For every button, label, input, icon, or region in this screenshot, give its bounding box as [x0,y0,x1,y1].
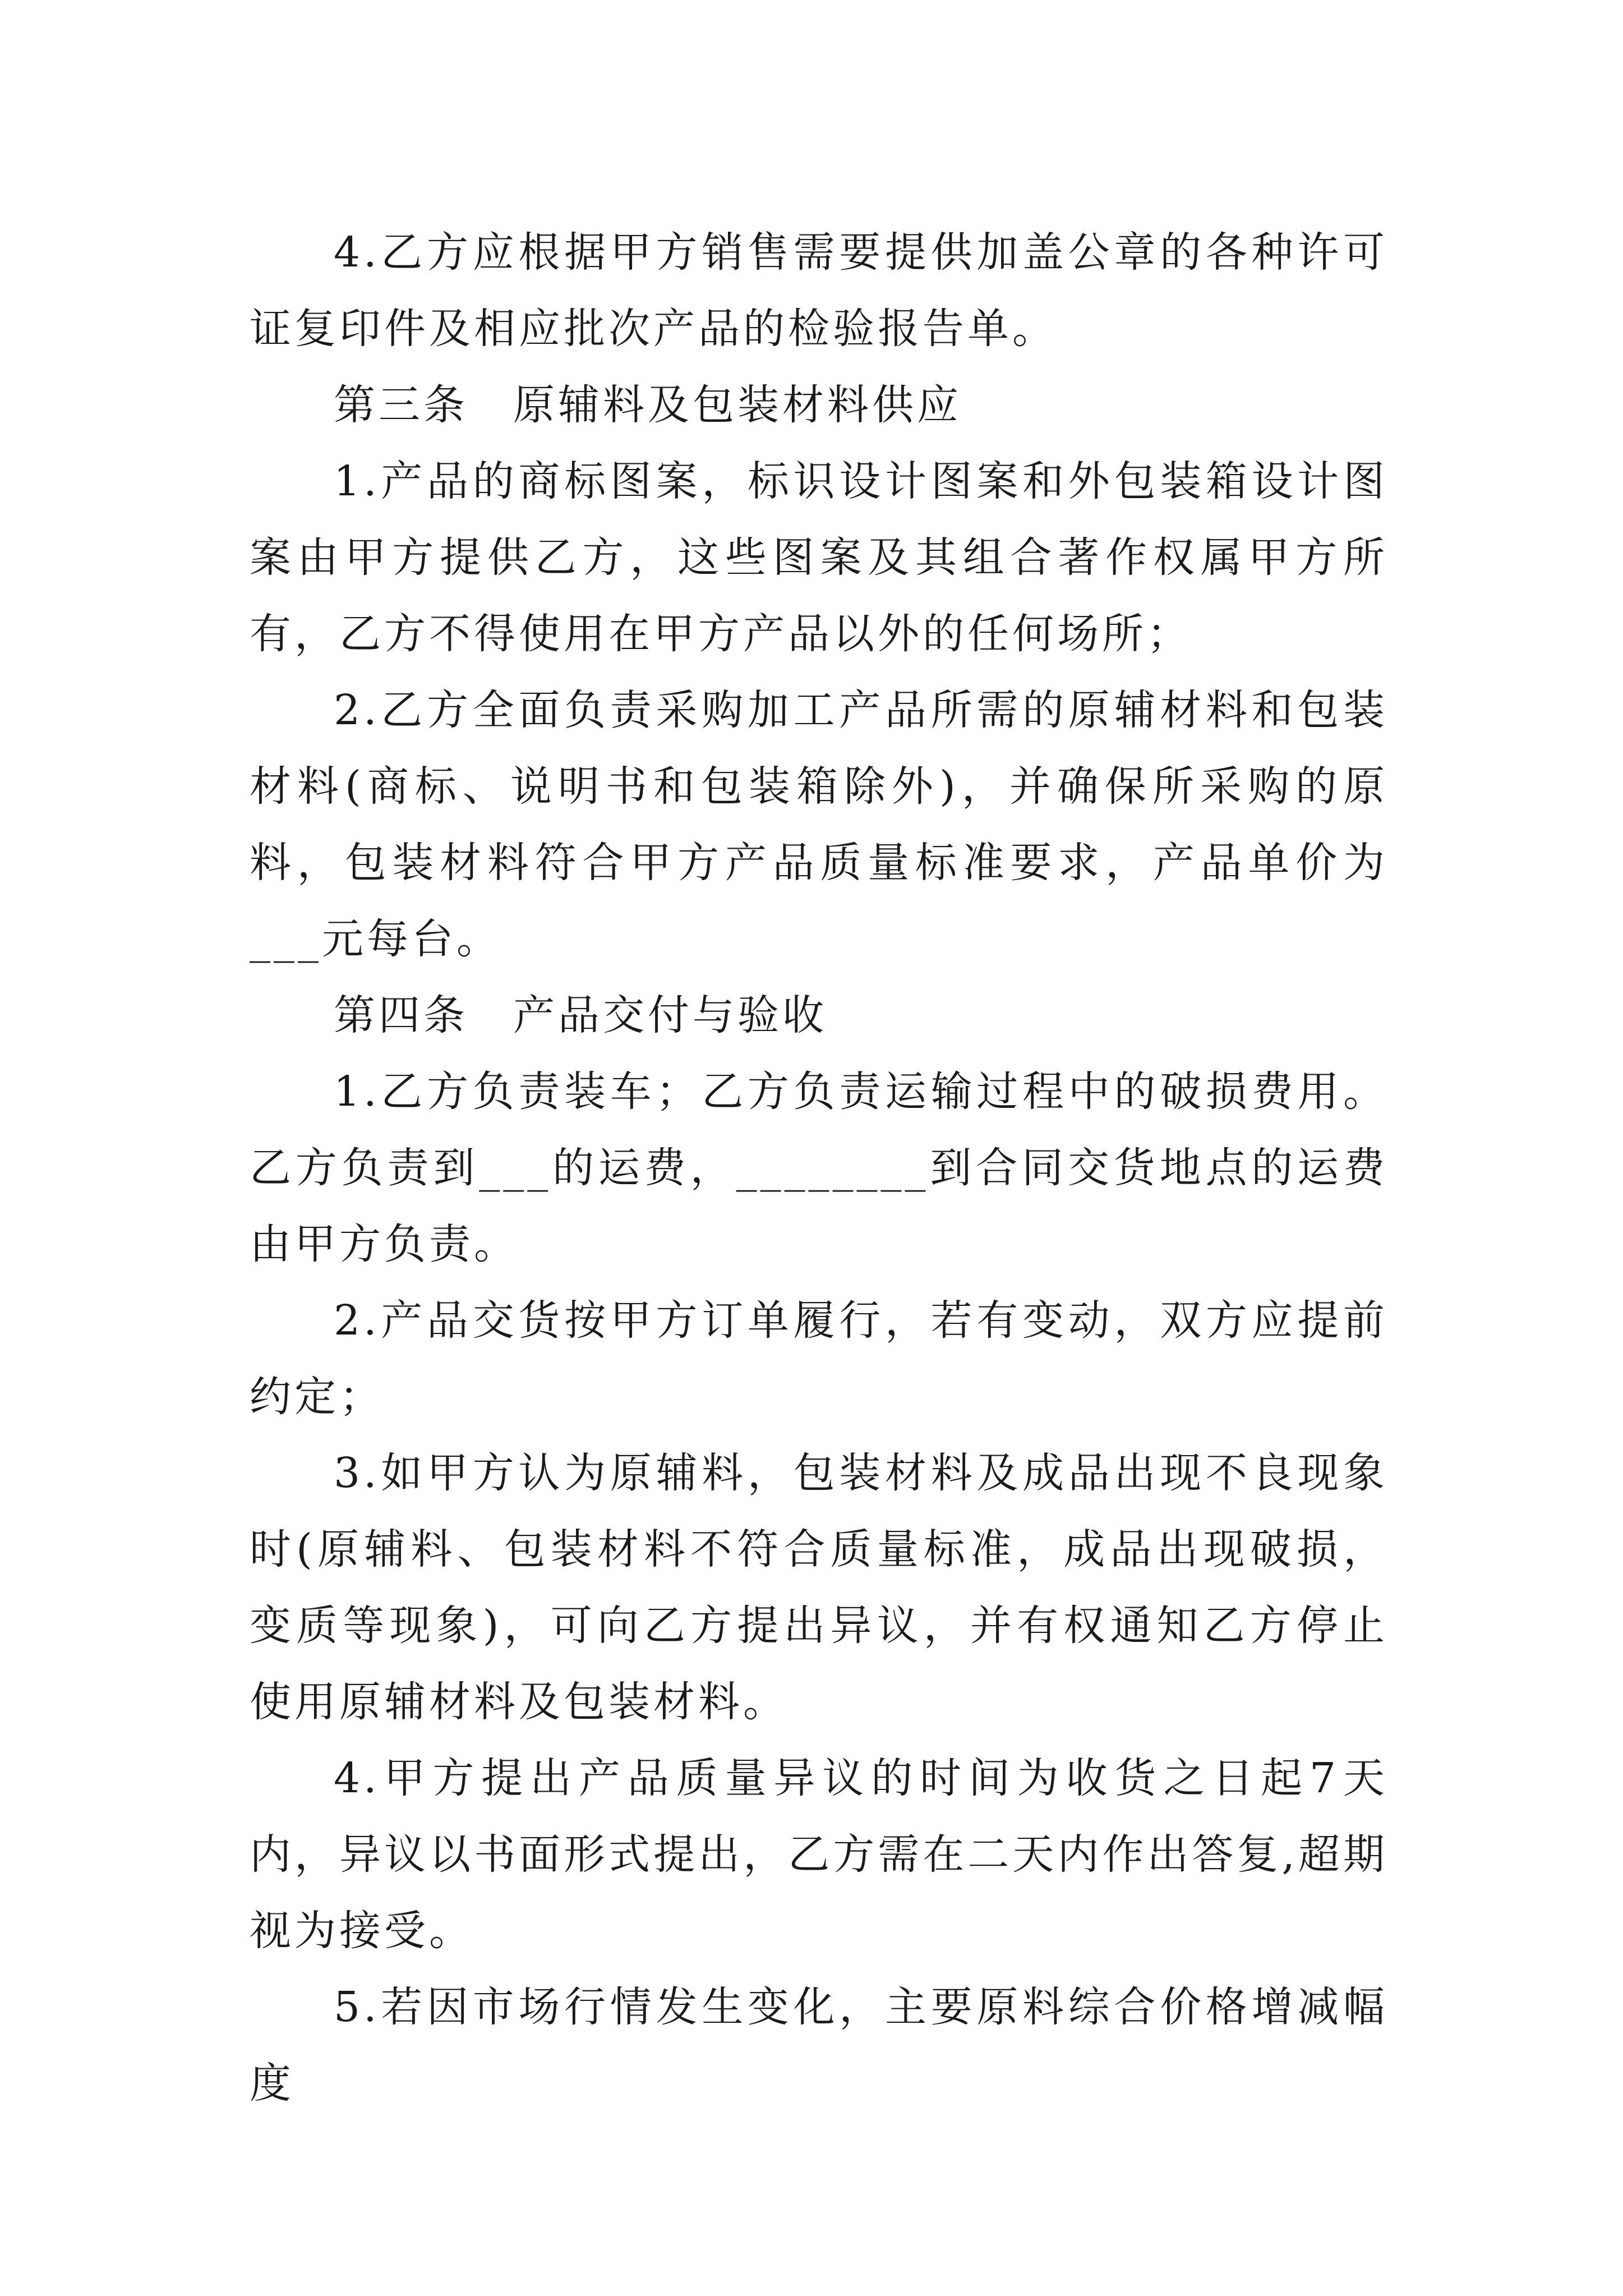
clause-4-item-1: 1.乙方负责装车；乙方负责运输过程中的破损费用。乙方负责到___的运费，________到合同交货地点的运费由甲方负责。 [250,1068,1388,1268]
clause-4-item-3: 3.如甲方认为原辅料，包装材料及成品出现不良现象时(原辅料、包装材料不符合质量标准，成品出现破损，变质等现象)，可向乙方提出异议，并有权通知乙方停止使用原辅材料及包装材料。 [250,1449,1388,1726]
clause-4-item-2: 2.产品交货按甲方订单履行，若有变动，双方应提前约定； [250,1296,1388,1421]
document-body [250,214,1388,2122]
clause-3-item-1: 1.产品的商标图案，标识设计图案和外包装箱设计图案由甲方提供乙方，这些图案及其组合著作权属甲方所有，乙方不得使用在甲方产品以外的任何场所； [250,457,1388,658]
clause-4-item-4: 4.甲方提出产品质量异议的时间为收货之日起7天内，异议以书面形式提出，乙方需在二天内作出答复,超期视为接受。 [250,1754,1388,1955]
clause-2-item-4: 4.乙方应根据甲方销售需要提供加盖公章的各种许可证复印件及相应批次产品的检验报告单。 [250,228,1388,353]
clause-3-item-2: 2.乙方全面负责采购加工产品所需的原辅材料和包装材料(商标、说明书和包装箱除外)，并确保所采购的原料，包装材料符合甲方产品质量标准要求，产品单价为___元每台。 [250,686,1388,963]
clause-4-item-5: 5.若因市场行情发生变化，主要原料综合价格增减幅度 [250,1983,1388,2108]
article-4-heading: 第四条 产品交付与验收 [334,991,827,1039]
article-3-heading: 第三条 原辅料及包装材料供应 [334,381,962,429]
